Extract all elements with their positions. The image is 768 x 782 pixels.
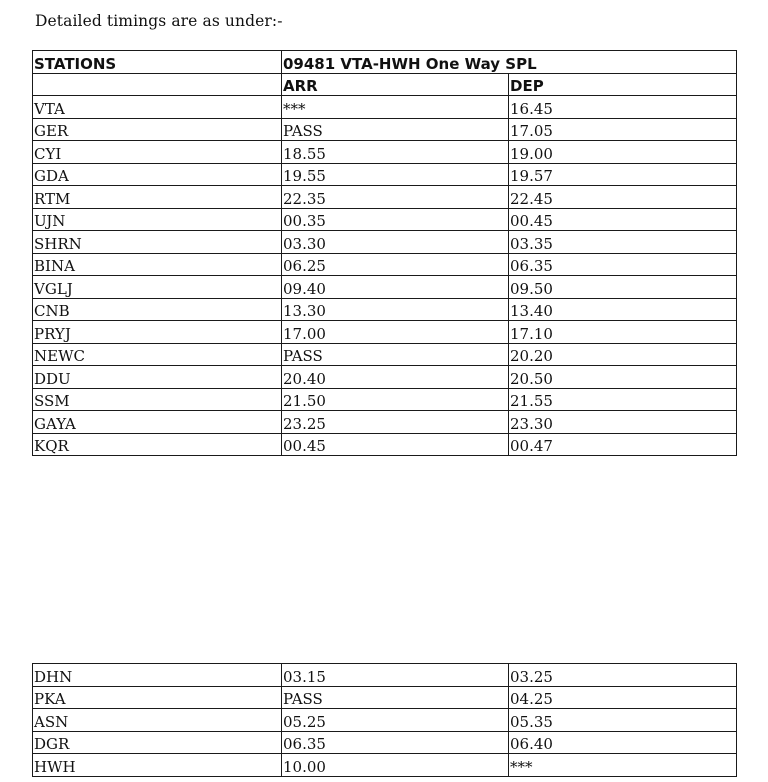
dep-cell: 20.50 (509, 366, 737, 389)
dep-cell: 06.35 (509, 253, 737, 276)
dep-cell: 21.55 (509, 388, 737, 411)
arr-cell: 18.55 (282, 141, 509, 164)
station-cell: VTA (33, 96, 282, 119)
arr-cell: PASS (282, 343, 509, 366)
table-row (33, 343, 737, 366)
dep-cell: 17.10 (509, 321, 737, 344)
station-cell: SSM (33, 388, 282, 411)
arr-cell: 00.35 (282, 208, 509, 231)
dep-header: DEP (509, 73, 737, 96)
dep-cell: 03.25 (509, 664, 737, 687)
arr-header: ARR (282, 73, 509, 96)
arr-cell: 17.00 (282, 321, 509, 344)
arr-cell: 21.50 (282, 388, 509, 411)
timetable-bottom (32, 663, 737, 777)
dep-cell: 03.35 (509, 231, 737, 254)
table-row (33, 664, 737, 687)
dep-cell: 19.00 (509, 141, 737, 164)
table-row (33, 411, 737, 434)
dep-cell: 04.25 (509, 686, 737, 709)
station-cell: KQR (33, 433, 282, 456)
station-cell: ASN (33, 709, 282, 732)
table-row (33, 186, 737, 209)
header-row-train (33, 51, 737, 74)
table-row (33, 231, 737, 254)
timetable-top (32, 50, 737, 456)
arr-cell: *** (282, 96, 509, 119)
arr-cell: PASS (282, 118, 509, 141)
station-cell: HWH (33, 754, 282, 777)
station-cell: SHRN (33, 231, 282, 254)
table-row (33, 208, 737, 231)
dep-cell: *** (509, 754, 737, 777)
table-row (33, 709, 737, 732)
arr-cell: 03.15 (282, 664, 509, 687)
table-row (33, 754, 737, 777)
table-row (33, 433, 737, 456)
arr-cell: 19.55 (282, 163, 509, 186)
station-cell: RTM (33, 186, 282, 209)
arr-cell: 09.40 (282, 276, 509, 299)
dep-cell: 19.57 (509, 163, 737, 186)
station-cell: BINA (33, 253, 282, 276)
arr-cell: 03.30 (282, 231, 509, 254)
intro-text: Detailed timings are as under:- (35, 12, 283, 30)
table-row (33, 118, 737, 141)
arr-cell: 10.00 (282, 754, 509, 777)
dep-cell: 00.47 (509, 433, 737, 456)
station-cell: CYI (33, 141, 282, 164)
arr-cell: 23.25 (282, 411, 509, 434)
stations-header: STATIONS (33, 51, 282, 74)
arr-cell: 00.45 (282, 433, 509, 456)
dep-cell: 20.20 (509, 343, 737, 366)
station-cell: DHN (33, 664, 282, 687)
station-cell: DDU (33, 366, 282, 389)
table-row (33, 731, 737, 754)
arr-cell: 05.25 (282, 709, 509, 732)
station-cell: GER (33, 118, 282, 141)
station-cell: NEWC (33, 343, 282, 366)
arr-cell: 22.35 (282, 186, 509, 209)
station-cell: VGLJ (33, 276, 282, 299)
arr-cell: 06.35 (282, 731, 509, 754)
table-row (33, 321, 737, 344)
dep-cell: 23.30 (509, 411, 737, 434)
dep-cell: 13.40 (509, 298, 737, 321)
train-header: 09481 VTA-HWH One Way SPL (282, 51, 737, 74)
dep-cell: 06.40 (509, 731, 737, 754)
stations-header-cont (33, 73, 282, 96)
arr-cell: 06.25 (282, 253, 509, 276)
table-row (33, 366, 737, 389)
arr-cell: 20.40 (282, 366, 509, 389)
dep-cell: 09.50 (509, 276, 737, 299)
table-row (33, 96, 737, 119)
header-row-arr-dep (33, 73, 737, 96)
table-row (33, 388, 737, 411)
table-row (33, 163, 737, 186)
arr-cell: PASS (282, 686, 509, 709)
station-cell: GAYA (33, 411, 282, 434)
dep-cell: 00.45 (509, 208, 737, 231)
station-cell: PKA (33, 686, 282, 709)
station-cell: GDA (33, 163, 282, 186)
dep-cell: 22.45 (509, 186, 737, 209)
station-cell: CNB (33, 298, 282, 321)
table-row (33, 141, 737, 164)
dep-cell: 16.45 (509, 96, 737, 119)
station-cell: DGR (33, 731, 282, 754)
dep-cell: 05.35 (509, 709, 737, 732)
table-row (33, 253, 737, 276)
table-row (33, 276, 737, 299)
dep-cell: 17.05 (509, 118, 737, 141)
table-row (33, 298, 737, 321)
station-cell: UJN (33, 208, 282, 231)
table-row (33, 686, 737, 709)
station-cell: PRYJ (33, 321, 282, 344)
arr-cell: 13.30 (282, 298, 509, 321)
